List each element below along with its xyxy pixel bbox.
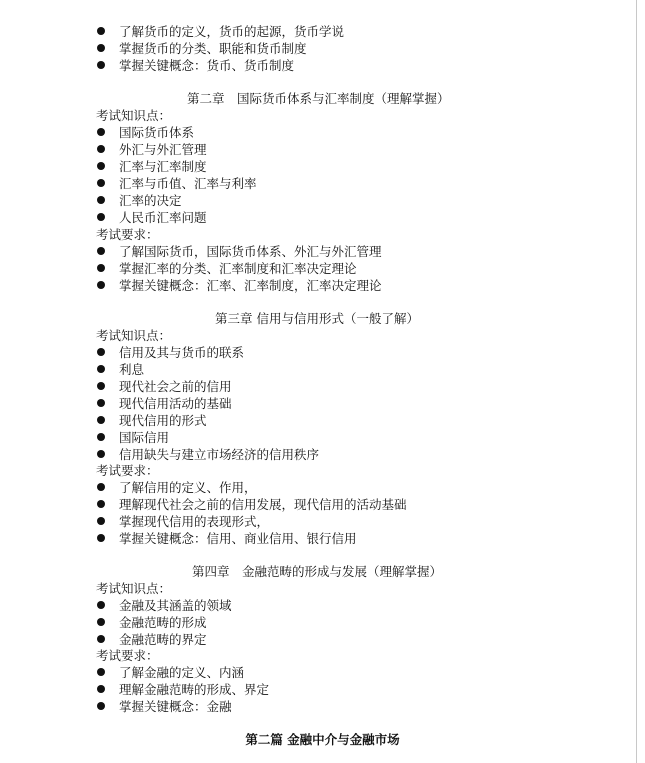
bullet-icon [97, 382, 105, 390]
knowledge-label: 考试知识点： [96, 581, 172, 596]
bullet-icon [97, 145, 105, 153]
requirements-label: 考试要求： [96, 463, 159, 478]
bullet-icon [97, 365, 105, 373]
bullet-icon [97, 399, 105, 407]
bullet-icon [97, 517, 105, 525]
bullet-icon [97, 61, 105, 69]
requirements-label: 考试要求： [96, 648, 159, 663]
knowledge-label: 考试知识点： [96, 328, 172, 343]
chapter-heading: 第三章 信用与信用形式（一般了解） [215, 311, 419, 326]
bullet-icon [97, 450, 105, 458]
bullet-icon [97, 601, 105, 609]
bullet-icon [97, 668, 105, 676]
page-border [636, 0, 637, 763]
bullet-icon [97, 416, 105, 424]
bullet-icon [97, 281, 105, 289]
chapter-heading: 第二章 国际货币体系与汇率制度（理解掌握） [187, 91, 450, 106]
bullet-icon [97, 247, 105, 255]
bullet-icon [97, 162, 105, 170]
bullet-icon [97, 44, 105, 52]
bullet-icon [97, 433, 105, 441]
bullet-icon [97, 702, 105, 710]
requirements-label: 考试要求： [96, 227, 159, 242]
bullet-icon [97, 264, 105, 272]
bullet-icon [97, 196, 105, 204]
bullet-icon [97, 618, 105, 626]
bullet-icon [97, 179, 105, 187]
bullet-icon [97, 213, 105, 221]
document-page: 了解货币的定义，货币的起源，货币学说 掌握货币的分类、职能和货币制度 掌握关键概念：货币、货币制度 第二章 国际货币体系与汇率制度（理解掌握） 考试知识点： 国际货币体系 外汇与外汇管理 汇率与汇率制度 汇率与币值、汇率与利率 汇率的决定 人民币汇率问题 考试要求： 了解国际货币，国际货币体系、外汇与外汇管理 掌握汇率的分类、汇率制度和汇率决定理论 掌握关键概念：汇率、汇率制度，汇率决定理论 第三章 信用与信用形式（一般了解） 考试知识点： 信用及其与货币的联系 利息 现代社会之前的信用 现代信用活动的基础 现代信用的形式 国际信用 信用缺失与建立市场经济的信用秩序 考试要求： 了解信用的定义、作用， 理解现代社会之前的信用发展，现代信用的活动基础 掌握现代信用的表现形式， 掌握关键概念：信用、商业信用、银行信用 第四章 金融范畴的形成与发展（理解掌握） 考试知识点： 金融及其涵盖的领域 金融范畴的形成 金融范畴的界定 考试要求： 了解金融的定义、内涵 理解金融范畴的形成、界定 掌握关键概念：金融 第二篇 金融中介与金融市场 [0, 0, 645, 763]
bullet-icon [97, 534, 105, 542]
bullet-icon [97, 128, 105, 136]
bullet-icon [97, 348, 105, 356]
bullet-icon [97, 685, 105, 693]
chapter-heading: 第四章 金融范畴的形成与发展（理解掌握） [192, 564, 443, 579]
bullet-icon [97, 27, 105, 35]
part-heading: 第二篇 金融中介与金融市场 [245, 732, 400, 747]
knowledge-label: 考试知识点： [96, 108, 172, 123]
bullet-icon [97, 483, 105, 491]
bullet-icon [97, 500, 105, 508]
bullet-icon [97, 635, 105, 643]
